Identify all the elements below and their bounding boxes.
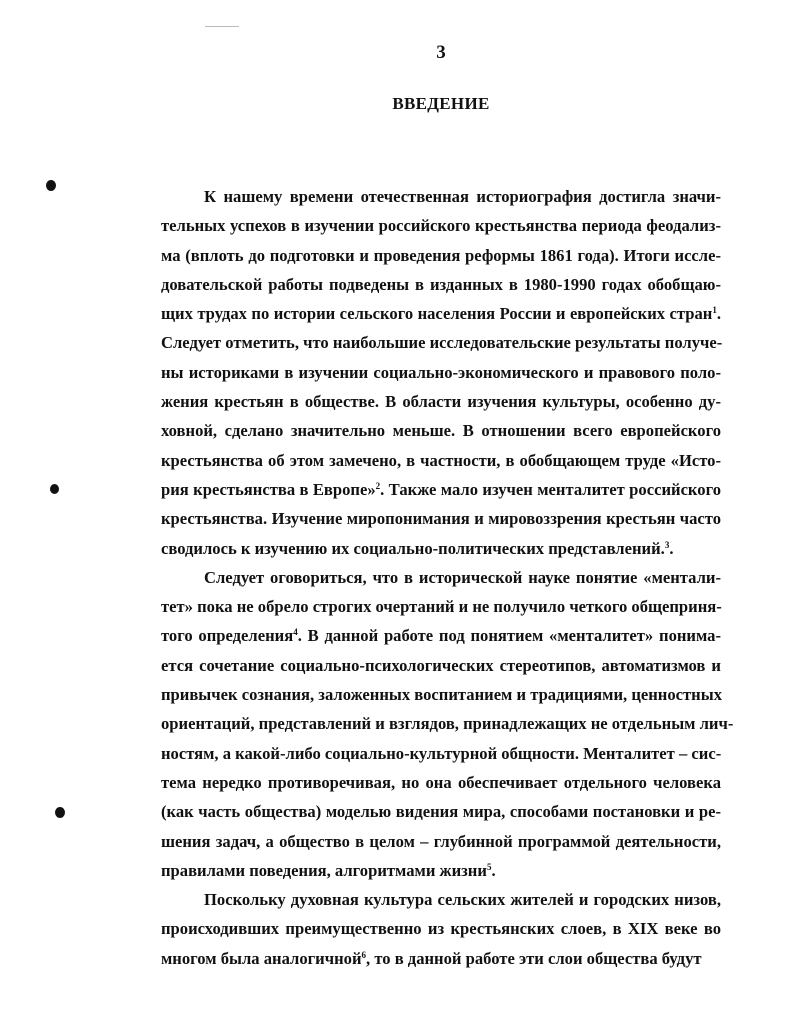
footnote-marker[interactable]: 1 bbox=[712, 305, 717, 316]
text-line bbox=[161, 709, 734, 738]
footnote-marker[interactable]: 4 bbox=[293, 627, 298, 638]
footnote-marker[interactable]: 5 bbox=[486, 861, 492, 872]
line-text: рия крестьянства в Европе» bbox=[161, 479, 376, 499]
line-text: того определения bbox=[161, 626, 294, 646]
text-line bbox=[161, 387, 721, 416]
line-text-continued: . В данной работе под понятием «менталитет» понима- bbox=[297, 626, 721, 646]
line-text-continued: . Также мало изучен менталитет российского bbox=[380, 479, 721, 499]
line-text: крестьянства. Изучение миропонимания и мировоззрения крестьян часто bbox=[161, 509, 721, 529]
text-line bbox=[161, 475, 721, 504]
line-text: крестьянства об этом замечено, в частности, в обобщающем труде «Исто- bbox=[161, 450, 721, 470]
line-text: ма (вплоть до подготовки и проведения реформы 1861 года). Итоги иссле- bbox=[161, 245, 721, 265]
line-text: ховной, сделано значительно меньше. В отношении всего европейского bbox=[161, 421, 721, 441]
section-title: ВВЕДЕНИЕ bbox=[392, 94, 490, 113]
binding-hole-bottom bbox=[55, 807, 65, 818]
line-text: Следует оговориться, что в исторической науке понятие «ментали- bbox=[204, 567, 721, 587]
text-line bbox=[161, 797, 721, 826]
line-text: (как часть общества) моделью видения мира, способами постановки и ре- bbox=[161, 802, 721, 822]
text-line bbox=[161, 182, 721, 211]
line-text: довательской работы подведены в изданных в 1980-1990 годах обобщаю- bbox=[161, 274, 721, 294]
text-line bbox=[161, 563, 721, 592]
line-text: тет» пока не обрело строгих очертаний и не получило четкого общеприня- bbox=[161, 597, 722, 617]
line-text-continued: . bbox=[716, 304, 721, 324]
line-text: тельных успехов в изучении российского крестьянства периода феодализ- bbox=[161, 216, 721, 236]
text-line bbox=[161, 944, 721, 973]
footnote-marker[interactable]: 2 bbox=[375, 480, 381, 491]
line-text-continued: . bbox=[491, 860, 496, 880]
line-text: привычек сознания, заложенных воспитанием и традициями, ценностных bbox=[161, 685, 722, 705]
text-line bbox=[161, 241, 721, 270]
line-text: происходивших преимущественно из крестьянских слоев, в XIX веке во bbox=[161, 919, 721, 939]
line-text: ется сочетание социально-психологических стереотипов, автоматизмов и bbox=[161, 655, 721, 675]
paragraph bbox=[161, 885, 721, 973]
text-line bbox=[161, 680, 721, 709]
scan-mark bbox=[205, 26, 239, 27]
paragraph bbox=[161, 563, 734, 885]
footnote-marker[interactable]: 3 bbox=[664, 539, 670, 550]
line-text: Следует отметить, что наибольшие исследовательские результаты получе- bbox=[161, 333, 723, 353]
text-line bbox=[161, 416, 721, 445]
line-text-continued: . bbox=[669, 538, 674, 558]
text-line bbox=[161, 446, 721, 475]
line-text: К нашему времени отечественная историография достигла значи- bbox=[204, 187, 721, 206]
line-text: щих трудах по истории сельского населения России и европейских стран bbox=[161, 304, 713, 324]
text-line bbox=[161, 914, 721, 943]
text-line bbox=[161, 211, 721, 240]
text-line bbox=[161, 592, 721, 621]
line-text: шения задач, а общество в целом – глубинной программой деятельности, bbox=[161, 831, 721, 851]
line-text-continued: , то в данной работе эти слои общества будут bbox=[366, 948, 702, 968]
line-text: ностям, а какой-либо социально-культурной общности. Менталитет – сис- bbox=[161, 743, 722, 763]
line-text: Поскольку духовная культура сельских жителей и городских низов, bbox=[204, 890, 721, 910]
text-line bbox=[161, 504, 721, 533]
line-text: ны историками в изучении социально-экономического и правового поло- bbox=[161, 362, 721, 382]
text-line bbox=[161, 827, 721, 856]
page-number: 3 bbox=[436, 42, 446, 63]
line-text: ориентаций, представлений и взглядов, принадлежащих не отдельным лич- bbox=[161, 714, 734, 734]
footnote-marker[interactable]: 6 bbox=[361, 949, 367, 960]
text-line bbox=[161, 270, 721, 299]
line-text: правилами поведения, алгоритмами жизни bbox=[161, 860, 487, 880]
paragraph bbox=[161, 182, 721, 563]
body-text bbox=[161, 182, 734, 973]
line-text: многом была аналогичной bbox=[161, 948, 362, 968]
binding-hole-top bbox=[46, 180, 56, 191]
line-text: жения крестьян в обществе. В области изучения культуры, особенно ду- bbox=[161, 392, 721, 412]
text-line bbox=[161, 739, 721, 768]
text-line bbox=[161, 768, 721, 797]
text-line bbox=[161, 885, 721, 914]
line-text: тема нередко противоречивая, но она обеспечивает отдельного человека bbox=[161, 772, 721, 792]
text-line bbox=[161, 358, 721, 387]
text-line bbox=[161, 299, 721, 328]
text-line bbox=[161, 534, 721, 563]
binding-hole-middle bbox=[50, 484, 59, 494]
line-text: сводилось к изучению их социально-политических представлений. bbox=[161, 538, 665, 558]
text-line bbox=[161, 328, 721, 357]
text-line bbox=[161, 621, 721, 650]
text-line bbox=[161, 856, 721, 885]
text-line bbox=[161, 651, 721, 680]
